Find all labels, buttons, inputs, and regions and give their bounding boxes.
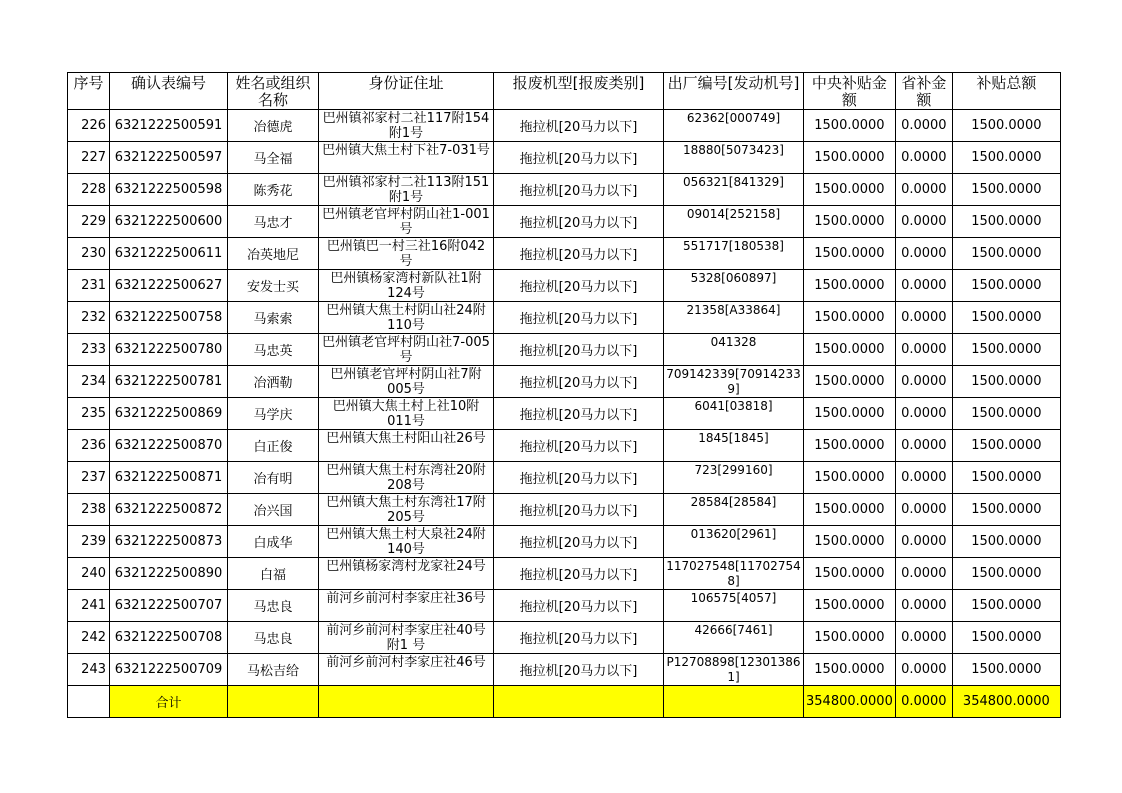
cell-serial-text: 709142339[709142339] [666,367,801,396]
cell-address-text: 巴州镇祁家村二社113附151附1号 [322,175,490,205]
cell-address-text: 巴州镇大焦土村下社7-031号 [322,143,490,158]
cell-name: 冶兴国 [228,494,319,526]
cell-serial-text: 013620[2961] [690,527,777,541]
total-empty-serial [664,686,804,718]
cell-model: 拖拉机[20马力以下] [494,142,664,174]
cell-central-subsidy: 1500.0000 [804,654,896,686]
cell-no: 237 [68,462,110,494]
cell-model: 拖拉机[20马力以下] [494,238,664,270]
cell-central-subsidy: 1500.0000 [804,622,896,654]
cell-name: 白成华 [228,526,319,558]
cell-confirm-id: 6321222500611 [110,238,228,270]
cell-name: 冶英地尼 [228,238,319,270]
cell-serial-text: 106575[4057] [690,591,777,605]
cell-confirm-id: 6321222500780 [110,334,228,366]
cell-total-subsidy: 1500.0000 [952,238,1060,270]
table-row [68,654,1061,686]
cell-name: 马索索 [228,302,319,334]
cell-serial-text: 041328 [710,335,757,349]
cell-no: 241 [68,590,110,622]
cell-confirm-id: 6321222500873 [110,526,228,558]
table-row [68,590,1061,622]
cell-central-subsidy: 1500.0000 [804,174,896,206]
cell-model: 拖拉机[20马力以下] [494,334,664,366]
cell-address [319,238,494,270]
cell-serial-text: 1845[1845] [698,431,769,445]
cell-address [319,462,494,494]
total-empty-model [494,686,664,718]
cell-confirm-id: 6321222500758 [110,302,228,334]
header-provincial-subsidy: 省补金额 [895,73,952,110]
cell-provincial-subsidy: 0.0000 [895,558,952,590]
table-row [68,270,1061,302]
table-row [68,622,1061,654]
cell-address [319,654,494,686]
cell-serial-text: 551717[180538] [683,239,784,253]
cell-address-text: 巴州镇老官坪村阴山社7附005号 [330,367,482,397]
cell-name: 马忠良 [228,622,319,654]
cell-provincial-subsidy: 0.0000 [895,462,952,494]
cell-address [319,622,494,654]
cell-total-subsidy: 1500.0000 [952,398,1060,430]
cell-model: 拖拉机[20马力以下] [494,270,664,302]
cell-address-text: 巴州镇老官坪村阴山社1-001号 [322,207,490,237]
cell-name: 冶有明 [228,462,319,494]
cell-provincial-subsidy: 0.0000 [895,654,952,686]
cell-total-subsidy: 1500.0000 [952,462,1060,494]
header-total-subsidy: 补贴总额 [952,73,1060,110]
cell-name: 马松吉给 [228,654,319,686]
cell-confirm-id: 6321222500781 [110,366,228,398]
cell-model: 拖拉机[20马力以下] [494,398,664,430]
total-row [68,686,1061,718]
cell-name: 马全福 [228,142,319,174]
cell-address-text: 巴州镇杨家湾村新队社1附124号 [330,271,482,301]
cell-central-subsidy: 1500.0000 [804,142,896,174]
cell-serial [664,238,804,270]
cell-serial [664,430,804,462]
cell-address-text: 巴州镇杨家湾村龙家社24号 [326,559,486,574]
cell-serial-text: 18880[5073423] [683,143,784,157]
cell-central-subsidy: 1500.0000 [804,302,896,334]
table-row [68,206,1061,238]
cell-address-text: 巴州镇大焦土村东湾社20附208号 [326,463,486,493]
cell-confirm-id: 6321222500869 [110,398,228,430]
total-label: 合计 [110,686,228,718]
cell-model: 拖拉机[20马力以下] [494,526,664,558]
cell-confirm-id: 6321222500598 [110,174,228,206]
cell-name: 冶德虎 [228,110,319,142]
cell-model: 拖拉机[20马力以下] [494,174,664,206]
cell-serial [664,494,804,526]
cell-total-subsidy: 1500.0000 [952,142,1060,174]
cell-address-text: 前河乡前河村李家庄社40号附1 号 [326,623,486,653]
header-model: 报废机型[报废类别] [494,73,664,110]
table-row [68,302,1061,334]
table-row [68,110,1061,142]
cell-central-subsidy: 1500.0000 [804,334,896,366]
cell-address [319,110,494,142]
cell-address-text: 巴州镇老官坪村阴山社7-005号 [322,335,490,365]
cell-name: 安发士买 [228,270,319,302]
cell-address-text: 巴州镇大焦土村上社10附011号 [332,399,480,429]
header-no: 序号 [68,73,110,110]
cell-central-subsidy: 1500.0000 [804,366,896,398]
cell-model: 拖拉机[20马力以下] [494,494,664,526]
cell-name: 白正俊 [228,430,319,462]
cell-address [319,174,494,206]
cell-confirm-id: 6321222500591 [110,110,228,142]
cell-no: 236 [68,430,110,462]
total-empty-name [228,686,319,718]
cell-provincial-subsidy: 0.0000 [895,590,952,622]
cell-total-subsidy: 1500.0000 [952,526,1060,558]
cell-no: 234 [68,366,110,398]
cell-serial-text: P12708898[12301386 1] [666,655,801,684]
cell-address-text: 巴州镇大焦土村阴山社24附110号 [326,303,486,333]
cell-address-text: 巴州镇大焦土村东湾社17附205号 [326,495,486,525]
header-address: 身份证住址 [319,73,494,110]
cell-model: 拖拉机[20马力以下] [494,206,664,238]
cell-confirm-id: 6321222500708 [110,622,228,654]
cell-confirm-id: 6321222500627 [110,270,228,302]
cell-address-text: 前河乡前河村李家庄社46号 [326,655,486,670]
cell-total-subsidy: 1500.0000 [952,654,1060,686]
cell-name: 冶洒勒 [228,366,319,398]
cell-serial [664,366,804,398]
cell-no: 239 [68,526,110,558]
total-provincial-subsidy: 0.0000 [895,686,952,718]
cell-confirm-id: 6321222500597 [110,142,228,174]
cell-total-subsidy: 1500.0000 [952,590,1060,622]
cell-no: 227 [68,142,110,174]
header-serial: 出厂编号[发动机号] [664,73,804,110]
cell-model: 拖拉机[20马力以下] [494,110,664,142]
cell-no: 240 [68,558,110,590]
cell-central-subsidy: 1500.0000 [804,462,896,494]
cell-serial [664,398,804,430]
cell-name: 白福 [228,558,319,590]
cell-address [319,558,494,590]
cell-provincial-subsidy: 0.0000 [895,174,952,206]
total-empty-address [319,686,494,718]
cell-provincial-subsidy: 0.0000 [895,398,952,430]
table-row [68,366,1061,398]
cell-provincial-subsidy: 0.0000 [895,142,952,174]
cell-no: 232 [68,302,110,334]
cell-model: 拖拉机[20马力以下] [494,622,664,654]
cell-serial [664,302,804,334]
cell-serial-text: 42666[7461] [694,623,773,637]
cell-address-text: 巴州镇大焦土村阳山社26号 [326,431,486,446]
cell-no: 229 [68,206,110,238]
cell-confirm-id: 6321222500707 [110,590,228,622]
cell-serial-text: 6041[03818] [694,399,773,413]
cell-provincial-subsidy: 0.0000 [895,494,952,526]
cell-no: 228 [68,174,110,206]
cell-no: 233 [68,334,110,366]
cell-model: 拖拉机[20马力以下] [494,590,664,622]
cell-serial [664,270,804,302]
cell-provincial-subsidy: 0.0000 [895,622,952,654]
cell-model: 拖拉机[20马力以下] [494,366,664,398]
cell-serial-text: 62362[000749] [686,111,781,125]
cell-provincial-subsidy: 0.0000 [895,302,952,334]
total-central-subsidy: 354800.0000 [804,686,896,718]
cell-model: 拖拉机[20马力以下] [494,430,664,462]
table-row [68,334,1061,366]
cell-confirm-id: 6321222500709 [110,654,228,686]
cell-central-subsidy: 1500.0000 [804,238,896,270]
cell-central-subsidy: 1500.0000 [804,206,896,238]
cell-serial-text: 28584[28584] [690,495,777,509]
cell-model: 拖拉机[20马力以下] [494,654,664,686]
cell-provincial-subsidy: 0.0000 [895,526,952,558]
table-row [68,558,1061,590]
cell-model: 拖拉机[20马力以下] [494,302,664,334]
table-row [68,238,1061,270]
cell-address [319,142,494,174]
table-row [68,430,1061,462]
cell-name: 马学庆 [228,398,319,430]
cell-address [319,334,494,366]
cell-no: 226 [68,110,110,142]
cell-address [319,398,494,430]
header-central-subsidy: 中央补贴金额 [804,73,896,110]
cell-name: 马忠英 [228,334,319,366]
cell-total-subsidy: 1500.0000 [952,558,1060,590]
cell-central-subsidy: 1500.0000 [804,558,896,590]
cell-serial [664,142,804,174]
cell-model: 拖拉机[20马力以下] [494,558,664,590]
cell-provincial-subsidy: 0.0000 [895,238,952,270]
cell-no: 243 [68,654,110,686]
cell-name: 马忠才 [228,206,319,238]
cell-serial [664,110,804,142]
total-blank-cell [68,686,110,718]
cell-total-subsidy: 1500.0000 [952,174,1060,206]
table-row [68,462,1061,494]
table-row [68,494,1061,526]
cell-address [319,302,494,334]
header-confirm-id: 确认表编号 [110,73,228,110]
cell-serial-text: 117027548[117027548] [666,559,801,588]
cell-serial-text: 056321[841329] [683,175,784,189]
cell-total-subsidy: 1500.0000 [952,430,1060,462]
cell-address [319,590,494,622]
total-total-subsidy: 354800.0000 [952,686,1060,718]
cell-total-subsidy: 1500.0000 [952,302,1060,334]
cell-provincial-subsidy: 0.0000 [895,110,952,142]
table-row [68,174,1061,206]
cell-serial [664,462,804,494]
cell-total-subsidy: 1500.0000 [952,270,1060,302]
cell-serial [664,590,804,622]
table-row [68,142,1061,174]
cell-total-subsidy: 1500.0000 [952,206,1060,238]
cell-address [319,526,494,558]
cell-no: 231 [68,270,110,302]
cell-confirm-id: 6321222500870 [110,430,228,462]
cell-no: 235 [68,398,110,430]
cell-serial-text: 21358[A33864] [686,303,781,317]
cell-provincial-subsidy: 0.0000 [895,206,952,238]
cell-confirm-id: 6321222500890 [110,558,228,590]
cell-central-subsidy: 1500.0000 [804,590,896,622]
cell-address [319,206,494,238]
subsidy-table [67,72,1061,718]
cell-serial-text: 723[299160] [694,463,773,477]
cell-central-subsidy: 1500.0000 [804,110,896,142]
cell-address-text: 巴州镇祁家村二社117附154附1号 [322,111,490,141]
cell-confirm-id: 6321222500871 [110,462,228,494]
cell-address-text: 前河乡前河村李家庄社36号 [326,591,486,606]
cell-central-subsidy: 1500.0000 [804,494,896,526]
cell-provincial-subsidy: 0.0000 [895,270,952,302]
header-name: 姓名或组织名称 [228,73,319,110]
cell-total-subsidy: 1500.0000 [952,366,1060,398]
cell-model: 拖拉机[20马力以下] [494,462,664,494]
cell-central-subsidy: 1500.0000 [804,526,896,558]
cell-provincial-subsidy: 0.0000 [895,430,952,462]
cell-serial-text: 5328[060897] [690,271,777,285]
cell-no: 242 [68,622,110,654]
cell-total-subsidy: 1500.0000 [952,334,1060,366]
cell-serial-text: 09014[252158] [686,207,781,221]
cell-address [319,494,494,526]
cell-serial [664,334,804,366]
cell-serial [664,622,804,654]
cell-serial [664,654,804,686]
cell-address [319,366,494,398]
cell-confirm-id: 6321222500600 [110,206,228,238]
table-row [68,526,1061,558]
cell-provincial-subsidy: 0.0000 [895,366,952,398]
cell-central-subsidy: 1500.0000 [804,398,896,430]
cell-address-text: 巴州镇大焦土村大泉社24附140号 [326,527,486,557]
cell-name: 马忠良 [228,590,319,622]
cell-serial [664,206,804,238]
cell-central-subsidy: 1500.0000 [804,270,896,302]
table-row [68,398,1061,430]
cell-total-subsidy: 1500.0000 [952,494,1060,526]
cell-name: 陈秀花 [228,174,319,206]
cell-central-subsidy: 1500.0000 [804,430,896,462]
cell-total-subsidy: 1500.0000 [952,622,1060,654]
cell-total-subsidy: 1500.0000 [952,110,1060,142]
cell-address [319,430,494,462]
cell-confirm-id: 6321222500872 [110,494,228,526]
cell-serial [664,558,804,590]
cell-address [319,270,494,302]
cell-serial [664,174,804,206]
header-row [68,73,1061,110]
cell-provincial-subsidy: 0.0000 [895,334,952,366]
cell-no: 230 [68,238,110,270]
cell-serial [664,526,804,558]
cell-address-text: 巴州镇巴一村三社16附042号 [326,239,486,269]
cell-no: 238 [68,494,110,526]
